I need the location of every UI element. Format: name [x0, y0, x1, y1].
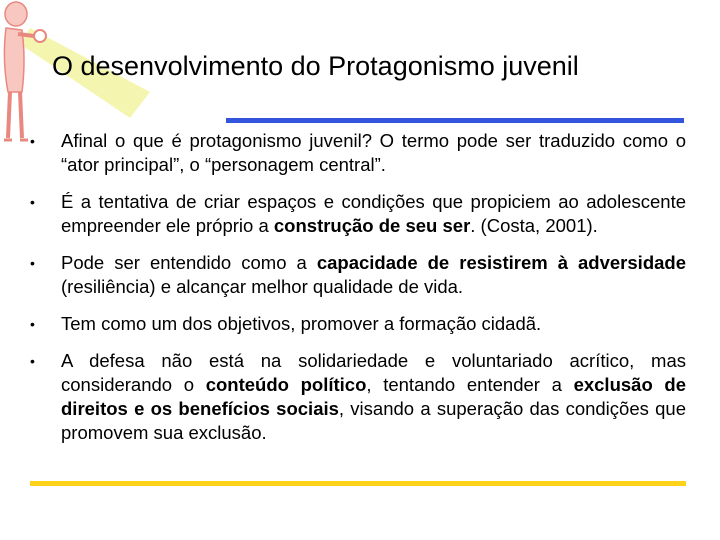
bullet-text — [61, 130, 686, 175]
footer-rule — [30, 481, 686, 486]
text-segment: (resiliência) e alcançar melhor qualidade de vida. — [61, 276, 464, 297]
bullet-marker: • — [30, 353, 35, 369]
bullet-marker: • — [30, 133, 35, 149]
bullet-text — [61, 350, 686, 443]
bullet-item — [30, 349, 686, 445]
bold-text-segment: conteúdo político — [205, 374, 367, 395]
bullet-text — [61, 252, 686, 297]
title-underline — [226, 118, 684, 123]
bullet-marker: • — [30, 255, 35, 271]
text-segment: , tentando entender a — [366, 374, 574, 395]
bullet-text — [61, 313, 541, 334]
bullet-list — [30, 129, 686, 445]
text-segment: A defesa não está na solidariedade e voluntariado acrítico, mas considerando o — [61, 350, 686, 395]
bullet-item — [30, 251, 686, 299]
bullet-marker: • — [30, 316, 35, 332]
text-segment: Pode ser entendido como a — [61, 252, 317, 273]
bullet-item — [30, 190, 686, 238]
bold-text-segment: construção de seu ser — [273, 215, 471, 236]
text-segment: . (Costa, 2001). — [470, 215, 598, 236]
bullet-item — [30, 129, 686, 177]
bold-text-segment: capacidade de resistirem à adversidade — [316, 252, 686, 273]
text-segment: , visando a superação das condições que promovem sua exclusão. — [61, 398, 686, 443]
page-title: O desenvolvimento do Protagonismo juvenil — [52, 51, 579, 81]
bullet-text — [61, 191, 686, 236]
bold-text-segment: exclusão de direitos e os benefícios sociais — [61, 374, 687, 419]
bullet-item — [30, 312, 686, 336]
bullet-marker: • — [30, 194, 35, 210]
text-segment: Tem como um dos objetivos, promover a formação cidadã. — [61, 313, 542, 334]
text-segment: Afinal o que é protagonismo juvenil? O termo pode ser traduzido como o “ator principal”, o “personagem central”. — [61, 130, 686, 175]
text-segment: É a tentativa de criar espaços e condições que propiciem ao adolescente empreender ele próprio a — [61, 191, 686, 236]
